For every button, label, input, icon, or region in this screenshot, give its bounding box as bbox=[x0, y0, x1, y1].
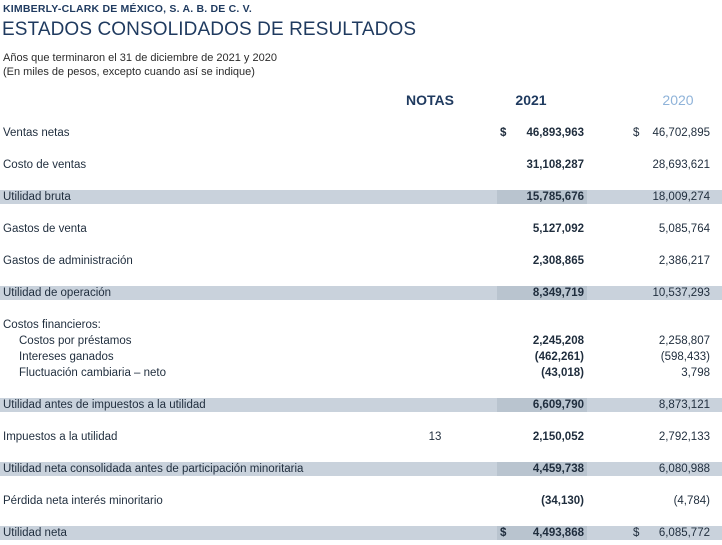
row-costos-financieros bbox=[0, 318, 722, 333]
row-fluctuacion-cambiaria bbox=[0, 366, 722, 381]
value-2021: 5,127,092 bbox=[532, 223, 584, 235]
row-gastos-administracion bbox=[0, 254, 722, 269]
row-label: Utilidad bruta bbox=[3, 191, 71, 203]
currency-sign-2020: $ bbox=[633, 527, 640, 539]
row-utilidad-operacion bbox=[0, 286, 722, 300]
value-2021: 4,493,868 bbox=[532, 527, 584, 539]
row-label: Utilidad antes de impuestos a la utilidad bbox=[3, 399, 206, 411]
row-costos-prestamos bbox=[0, 334, 722, 349]
value-2020: 2,792,133 bbox=[658, 431, 710, 443]
row-label: Costos por préstamos bbox=[19, 335, 132, 347]
row-costo-ventas bbox=[0, 158, 722, 173]
row-label: Costo de ventas bbox=[3, 159, 87, 171]
value-2021: 2,150,052 bbox=[532, 431, 584, 443]
value-2020: 2,386,217 bbox=[658, 255, 710, 267]
row-band bbox=[0, 190, 497, 204]
currency-sign-2020: $ bbox=[633, 127, 640, 139]
row-label: Intereses ganados bbox=[19, 351, 114, 363]
row-label: Fluctuación cambiaria – neto bbox=[19, 367, 167, 379]
row-gastos-venta bbox=[0, 222, 722, 237]
column-header-notas: NOTAS bbox=[406, 92, 454, 108]
row-label: Impuestos a la utilidad bbox=[3, 431, 118, 443]
value-2021: 2,245,208 bbox=[532, 335, 584, 347]
note-reference: 13 bbox=[428, 431, 442, 443]
row-label: Gastos de venta bbox=[3, 223, 87, 235]
row-label: Pérdida neta interés minoritario bbox=[3, 495, 163, 507]
value-2020: 46,702,895 bbox=[652, 127, 710, 139]
page-title: ESTADOS CONSOLIDADOS DE RESULTADOS bbox=[2, 19, 417, 40]
row-utilidad-neta-consolidada bbox=[0, 462, 722, 476]
value-2020: 18,009,274 bbox=[652, 191, 710, 203]
row-perdida-minoritario bbox=[0, 494, 722, 509]
value-2020: 6,080,988 bbox=[658, 463, 710, 475]
row-utilidad-bruta bbox=[0, 190, 722, 204]
value-2020: 6,085,772 bbox=[658, 527, 710, 539]
value-2021: 46,893,963 bbox=[526, 127, 584, 139]
column-header-2021: 2021 bbox=[515, 92, 547, 108]
currency-sign-2021: $ bbox=[500, 127, 507, 139]
row-label: Utilidad neta consolidada antes de participación minoritaria bbox=[3, 463, 304, 475]
column-header-2020: 2020 bbox=[662, 92, 694, 108]
value-2021: (462,261) bbox=[534, 351, 584, 363]
subtitle-units: (En miles de pesos, excepto cuando así se indique) bbox=[3, 66, 255, 78]
currency-sign-2021: $ bbox=[500, 527, 507, 539]
row-label: Utilidad neta bbox=[3, 527, 67, 539]
value-2021: 6,609,790 bbox=[532, 399, 584, 411]
value-2020: 3,798 bbox=[681, 367, 710, 379]
value-2021: 15,785,676 bbox=[526, 191, 584, 203]
row-label: Utilidad de operación bbox=[3, 287, 112, 299]
value-2020: 28,693,621 bbox=[652, 159, 710, 171]
value-2020: 8,873,121 bbox=[658, 399, 710, 411]
row-label: Ventas netas bbox=[3, 127, 70, 139]
row-label: Costos financieros: bbox=[3, 319, 101, 331]
value-2021: 2,308,865 bbox=[532, 255, 584, 267]
value-2021: (43,018) bbox=[541, 367, 584, 379]
company-name: KIMBERLY-CLARK DE MÉXICO, S. A. B. DE C. V. bbox=[3, 3, 252, 15]
row-intereses-ganados bbox=[0, 350, 722, 365]
value-2021: 31,108,287 bbox=[526, 159, 584, 171]
value-2020: 10,537,293 bbox=[652, 287, 710, 299]
value-2020: 5,085,764 bbox=[658, 223, 710, 235]
value-2020: 2,258,807 bbox=[658, 335, 710, 347]
value-2020: (4,784) bbox=[673, 495, 710, 507]
value-2020: (598,433) bbox=[660, 351, 710, 363]
row-utilidad-antes-impuestos bbox=[0, 398, 722, 412]
subtitle-period: Años que terminaron el 31 de diciembre de 2021 y 2020 bbox=[3, 52, 277, 64]
row-band bbox=[0, 526, 497, 540]
value-2021: (34,130) bbox=[541, 495, 584, 507]
row-ventas-netas bbox=[0, 126, 722, 141]
row-impuestos bbox=[0, 430, 722, 445]
row-utilidad-neta bbox=[0, 526, 722, 540]
value-2021: 8,349,719 bbox=[532, 287, 584, 299]
value-2021: 4,459,738 bbox=[532, 463, 584, 475]
row-label: Gastos de administración bbox=[3, 255, 133, 267]
